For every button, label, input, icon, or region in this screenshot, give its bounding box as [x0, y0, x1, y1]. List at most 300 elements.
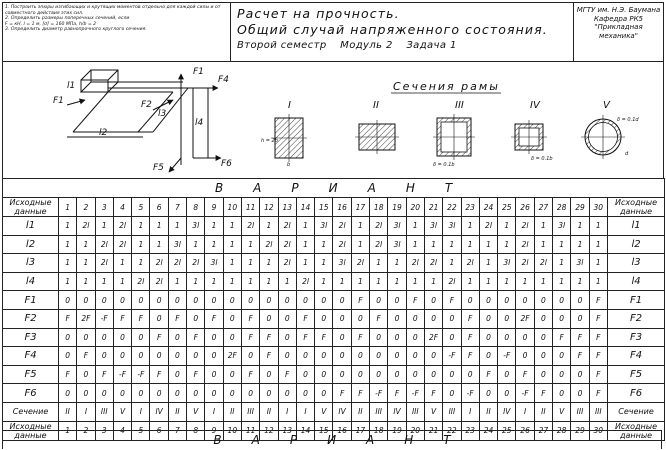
variant-number: 23 — [461, 198, 479, 217]
param-value: 0 — [406, 328, 424, 347]
dim-d-label: d — [625, 151, 629, 157]
param-value: 0 — [534, 347, 552, 366]
param-value: 1 — [223, 254, 241, 273]
param-value: 2l — [461, 254, 479, 273]
section-shape-4 — [511, 120, 553, 162]
variant-number: 25 — [498, 198, 516, 217]
param-value: 0 — [205, 365, 223, 384]
variant-number: 26 — [516, 198, 534, 217]
param-symbol: l3 — [25, 257, 36, 269]
section-value: I — [516, 402, 534, 421]
param-value: 0 — [388, 365, 406, 384]
variant-number: 9 — [205, 198, 223, 217]
param-value: 0 — [260, 291, 278, 310]
param-value: F — [589, 291, 607, 310]
variant-number: 24 — [479, 198, 497, 217]
variant-number: 5 — [132, 198, 150, 217]
param-value: 0 — [59, 347, 77, 366]
param-value: 0 — [95, 291, 113, 310]
section-shape-2 — [355, 120, 399, 154]
param-value: -F — [461, 384, 479, 403]
section-shape-5 — [581, 115, 639, 159]
variant-number: 19 — [388, 421, 406, 440]
param-value: 0 — [132, 291, 150, 310]
param-value: 1 — [187, 235, 205, 254]
param-row-f3 — [3, 328, 665, 347]
param-value: 0 — [553, 347, 571, 366]
param-value: 2l — [241, 217, 259, 236]
variant-number: 8 — [187, 421, 205, 440]
param-value: 0 — [534, 365, 552, 384]
param-value: 1 — [461, 235, 479, 254]
param-value: F — [187, 328, 205, 347]
section-value: III — [241, 402, 259, 421]
param-value: 0 — [187, 384, 205, 403]
param-name — [3, 235, 59, 254]
param-value: F — [589, 347, 607, 366]
param-value: 0 — [59, 291, 77, 310]
param-value: 0 — [260, 384, 278, 403]
sections-title: Сечения рамы — [393, 80, 500, 93]
param-value: 0 — [113, 291, 131, 310]
param-value: 0 — [150, 384, 168, 403]
param-value: 0 — [370, 347, 388, 366]
param-value: 1 — [205, 235, 223, 254]
param-value: 0 — [461, 291, 479, 310]
frame-geometry — [67, 70, 213, 165]
variant-number-row — [3, 198, 665, 217]
param-value: 0 — [187, 309, 205, 328]
section-value: I — [132, 402, 150, 421]
param-value: 0 — [187, 291, 205, 310]
param-value: 0 — [443, 384, 461, 403]
param-symbol: l2 — [25, 238, 36, 250]
param-value: F — [589, 365, 607, 384]
param-value: F — [571, 347, 589, 366]
param-value: 2l — [187, 254, 205, 273]
section-value: II — [479, 402, 497, 421]
variant-heading: ВАРИАНТ — [3, 179, 665, 198]
param-value: 1 — [406, 235, 424, 254]
variant-number: 30 — [589, 421, 607, 440]
param-value: 0 — [351, 365, 369, 384]
variant-number: 5 — [132, 421, 150, 440]
dim-h-label: h = 2b — [261, 138, 278, 144]
section-value: III — [589, 402, 607, 421]
param-value: -F — [516, 384, 534, 403]
frame-scheme-drawing — [3, 60, 663, 178]
force-label-f5: F5 — [153, 163, 164, 173]
variant-number: 29 — [571, 198, 589, 217]
param-value: 0 — [77, 328, 95, 347]
param-value: 3l — [333, 254, 351, 273]
variant-number: 2 — [77, 421, 95, 440]
param-value: F — [260, 328, 278, 347]
variant-number: 6 — [150, 198, 168, 217]
param-name — [3, 272, 59, 291]
param-name — [607, 384, 664, 403]
variant-number: 4 — [113, 198, 131, 217]
param-name — [607, 217, 664, 236]
param-symbol: l4 — [631, 276, 641, 288]
param-symbol: F1 — [24, 294, 37, 306]
param-value: 0 — [516, 291, 534, 310]
variant-number: 26 — [516, 421, 534, 440]
param-value: 0 — [223, 365, 241, 384]
param-value: 2l — [351, 254, 369, 273]
row-label: Исходные данные — [607, 421, 664, 440]
param-value: 0 — [553, 291, 571, 310]
param-value: 3l — [205, 254, 223, 273]
param-name — [3, 254, 59, 273]
param-value: 2l — [113, 217, 131, 236]
param-value: F — [132, 309, 150, 328]
param-value: F — [406, 291, 424, 310]
param-value: 0 — [370, 291, 388, 310]
param-value: 0 — [205, 347, 223, 366]
force-label-f1: F1 — [193, 67, 204, 77]
param-value: 1 — [223, 235, 241, 254]
length-label-l1: l1 — [67, 81, 76, 91]
section-value: II — [351, 402, 369, 421]
param-value: F — [534, 384, 552, 403]
variant-number: 18 — [370, 198, 388, 217]
param-value: 0 — [571, 309, 589, 328]
param-value: 0 — [59, 328, 77, 347]
param-symbol: F1 — [629, 294, 643, 306]
param-value: F — [589, 384, 607, 403]
param-value: 0 — [315, 384, 333, 403]
param-value: 3l — [388, 217, 406, 236]
param-value: 0 — [553, 384, 571, 403]
param-value: 0 — [315, 365, 333, 384]
param-value: 1 — [370, 272, 388, 291]
param-value: 1 — [516, 272, 534, 291]
param-value: 1 — [534, 217, 552, 236]
param-row-f6 — [3, 384, 665, 403]
param-value: 1 — [132, 217, 150, 236]
param-value: -F — [95, 309, 113, 328]
variant-number: 13 — [278, 198, 296, 217]
variants-table — [2, 178, 665, 441]
param-row-f4 — [3, 347, 665, 366]
variant-number: 13 — [278, 421, 296, 440]
param-value: 2l — [77, 217, 95, 236]
param-value: 0 — [479, 328, 497, 347]
param-value: 1 — [241, 254, 259, 273]
param-value: 1 — [59, 272, 77, 291]
param-value: 1 — [59, 235, 77, 254]
variant-number: 25 — [498, 421, 516, 440]
param-value: 1 — [205, 217, 223, 236]
param-value: 1 — [571, 235, 589, 254]
variant-number: 8 — [187, 198, 205, 217]
param-value: 0 — [479, 291, 497, 310]
param-value: 0 — [205, 291, 223, 310]
param-value: F — [553, 328, 571, 347]
param-value: F — [187, 365, 205, 384]
param-row-l2 — [3, 235, 665, 254]
param-value: 0 — [388, 309, 406, 328]
variant-number: 12 — [260, 198, 278, 217]
variant-number: 17 — [351, 198, 369, 217]
param-value: 1 — [296, 217, 314, 236]
param-value: -F — [113, 365, 131, 384]
section-value: III — [406, 402, 424, 421]
param-value: 0 — [388, 347, 406, 366]
param-value: 0 — [370, 365, 388, 384]
force-label-f2: F2 — [141, 100, 152, 110]
section-value: I — [77, 402, 95, 421]
param-name — [607, 328, 664, 347]
param-value: 1 — [205, 272, 223, 291]
row-label: Исходные данные — [3, 421, 59, 440]
section-value: III — [95, 402, 113, 421]
param-value: F — [77, 347, 95, 366]
param-value: 0 — [443, 365, 461, 384]
param-value: 0 — [241, 291, 259, 310]
param-value: 0 — [168, 328, 186, 347]
variant-number: 30 — [589, 198, 607, 217]
param-value: 2l — [534, 254, 552, 273]
param-value: F — [443, 291, 461, 310]
module-label: Модуль 2 — [340, 40, 393, 51]
param-value: F — [296, 309, 314, 328]
variant-number: 11 — [241, 198, 259, 217]
param-value: 0 — [95, 384, 113, 403]
param-value: F — [461, 328, 479, 347]
variant-number: 22 — [443, 421, 461, 440]
param-value: 0 — [296, 365, 314, 384]
variant-number: 18 — [370, 421, 388, 440]
variant-number: 2 — [77, 198, 95, 217]
param-value: 1 — [406, 272, 424, 291]
sheet-title: Расчет на прочность. — [237, 6, 400, 21]
param-value: 1 — [260, 217, 278, 236]
variant-number: 10 — [223, 198, 241, 217]
param-value: 1 — [150, 235, 168, 254]
param-value: 3l — [315, 217, 333, 236]
param-value: 0 — [77, 384, 95, 403]
variant-heading-row — [3, 179, 665, 198]
section-shape-3 — [433, 114, 475, 168]
param-value: 1 — [461, 217, 479, 236]
section-label-4: IV — [530, 100, 540, 111]
param-symbol: F2 — [629, 313, 643, 325]
param-value: 2l — [95, 254, 113, 273]
param-value: 1 — [571, 272, 589, 291]
param-value: 3l — [443, 217, 461, 236]
param-value: 2l — [260, 235, 278, 254]
section-value: V — [187, 402, 205, 421]
param-value: 2l — [150, 272, 168, 291]
param-name — [3, 384, 59, 403]
param-value: F — [479, 365, 497, 384]
param-value: 0 — [424, 309, 442, 328]
section-value: IV — [388, 402, 406, 421]
task-line: 2. Определить размеры поперечных сечений, если — [5, 16, 130, 22]
sheet-header — [2, 2, 664, 62]
param-value: 2l — [132, 272, 150, 291]
param-value: 0 — [498, 365, 516, 384]
variant-number: 7 — [168, 421, 186, 440]
param-value: 0 — [424, 291, 442, 310]
row-label: Исходные данные — [607, 198, 664, 217]
param-value: 0 — [278, 291, 296, 310]
variant-number: 24 — [479, 421, 497, 440]
param-value: 1 — [150, 217, 168, 236]
param-value: 1 — [241, 272, 259, 291]
param-value: 1 — [223, 217, 241, 236]
organization-block — [574, 3, 663, 64]
section-value: III — [370, 402, 388, 421]
param-row-l4 — [3, 272, 665, 291]
param-value: 2l — [516, 235, 534, 254]
variant-number: 6 — [150, 421, 168, 440]
param-value: 0 — [150, 347, 168, 366]
section-value: IV — [498, 402, 516, 421]
param-value: 0 — [150, 309, 168, 328]
param-value: 2l — [370, 235, 388, 254]
variant-number: 4 — [113, 421, 131, 440]
param-value: 1 — [589, 254, 607, 273]
section-value: II — [223, 402, 241, 421]
variant-number: 21 — [424, 198, 442, 217]
variant-number: 16 — [333, 198, 351, 217]
param-value: 0 — [443, 309, 461, 328]
param-value: 2l — [113, 235, 131, 254]
param-value: 0 — [296, 384, 314, 403]
param-value: F — [150, 365, 168, 384]
section-value: V — [553, 402, 571, 421]
param-value: -F — [443, 347, 461, 366]
param-symbol: F6 — [629, 387, 643, 399]
param-value: 1 — [315, 254, 333, 273]
param-value: 0 — [333, 347, 351, 366]
param-value: 0 — [187, 347, 205, 366]
param-value: 0 — [571, 384, 589, 403]
param-value: -F — [406, 384, 424, 403]
param-value: 2l — [424, 254, 442, 273]
dim-delta-b2-label: δ = 0.1b — [531, 156, 553, 162]
dim-delta-b-label: δ = 0.1b — [433, 162, 455, 168]
param-value: 1 — [351, 272, 369, 291]
variant-number: 7 — [168, 198, 186, 217]
param-value: 2l — [443, 272, 461, 291]
param-value: 3l — [498, 254, 516, 273]
dim-delta-d-label: δ = 0.1d — [617, 117, 639, 123]
param-value: 0 — [534, 291, 552, 310]
param-value: 1 — [296, 235, 314, 254]
param-value: F — [461, 347, 479, 366]
param-value: F — [516, 365, 534, 384]
param-value: 0 — [406, 365, 424, 384]
param-value: 1 — [77, 272, 95, 291]
variant-number: 15 — [315, 198, 333, 217]
param-value: 0 — [223, 328, 241, 347]
param-name — [607, 365, 664, 384]
section-value: IV — [150, 402, 168, 421]
param-value: 1 — [589, 235, 607, 254]
param-value: 0 — [388, 328, 406, 347]
dim-b-label: b — [287, 162, 291, 168]
variant-number: 1 — [59, 421, 77, 440]
param-value: 1 — [241, 235, 259, 254]
param-value: 0 — [571, 365, 589, 384]
param-value: 0 — [278, 309, 296, 328]
param-symbol: F5 — [24, 369, 37, 381]
param-value: 0 — [223, 291, 241, 310]
param-symbol: F4 — [24, 350, 37, 362]
param-value: 0 — [461, 365, 479, 384]
param-value: 1 — [278, 272, 296, 291]
section-label-3: III — [455, 100, 464, 111]
param-name — [607, 254, 664, 273]
variant-number: 1 — [59, 198, 77, 217]
section-label-5: V — [603, 100, 610, 111]
param-value: 1 — [351, 235, 369, 254]
param-value: 0 — [113, 384, 131, 403]
task-label: Задача 1 — [406, 40, 457, 51]
param-value: 0 — [95, 328, 113, 347]
sheet-subtitle: Общий случай напряженного состояния. — [237, 22, 548, 37]
param-value: 1 — [315, 235, 333, 254]
param-value: 0 — [296, 291, 314, 310]
param-value: F — [113, 309, 131, 328]
param-symbol: l1 — [631, 220, 641, 232]
variant-number: 20 — [406, 421, 424, 440]
variant-number: 11 — [241, 421, 259, 440]
param-name — [3, 291, 59, 310]
param-name — [607, 291, 664, 310]
param-name — [3, 309, 59, 328]
param-value: 1 — [553, 235, 571, 254]
param-value: F — [59, 309, 77, 328]
param-row-f2 — [3, 309, 665, 328]
param-value: 0 — [351, 309, 369, 328]
param-value: 0 — [168, 384, 186, 403]
param-value: 0 — [406, 347, 424, 366]
param-value: F — [589, 309, 607, 328]
param-value: 1 — [571, 217, 589, 236]
param-value: -F — [370, 384, 388, 403]
param-value: 0 — [260, 309, 278, 328]
param-value: 2l — [278, 254, 296, 273]
param-value: 1 — [534, 235, 552, 254]
param-value: F — [315, 328, 333, 347]
param-symbol: l1 — [25, 220, 36, 232]
param-value: 2l — [95, 235, 113, 254]
param-symbol: l2 — [631, 238, 641, 250]
param-value: 0 — [315, 291, 333, 310]
force-label-f6: F6 — [221, 159, 232, 169]
param-value: 3l — [571, 254, 589, 273]
param-value: 0 — [223, 384, 241, 403]
param-value: F — [461, 309, 479, 328]
param-value: 2F — [516, 309, 534, 328]
param-value: 1 — [59, 217, 77, 236]
param-value: 0 — [113, 328, 131, 347]
section-value: III — [443, 402, 461, 421]
task-line: 1. Построить эпюры изгибающих и крутящих моментов отдельно для каждой силы и от совместного действия этих сил. — [5, 5, 221, 16]
param-value: 1 — [296, 254, 314, 273]
param-value: 1 — [168, 272, 186, 291]
section-value: II — [168, 402, 186, 421]
param-row-f5 — [3, 365, 665, 384]
param-value: F — [351, 291, 369, 310]
param-value: 1 — [589, 217, 607, 236]
param-value: 0 — [260, 365, 278, 384]
